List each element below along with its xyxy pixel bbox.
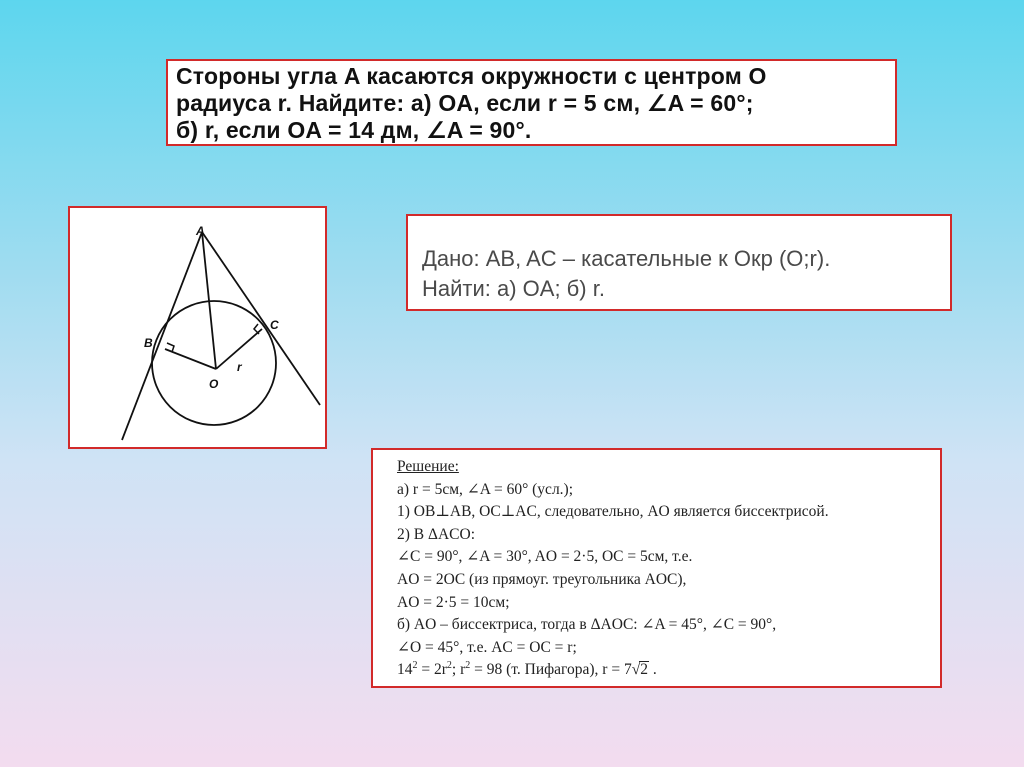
solution-heading: Решение:: [397, 458, 459, 475]
formula-exponent: 2: [465, 660, 471, 672]
formula-exponent: 2: [412, 660, 418, 672]
solution-line-9: [397, 659, 916, 682]
solution-line-4: ∠C = 90°, ∠A = 30°, AO = 2·5, OC = 5см, т.е.: [397, 548, 693, 566]
solution-line-8: ∠O = 45°, т.е. AC = OC = r;: [397, 638, 577, 656]
problem-statement-box: [166, 59, 897, 146]
given-box: [406, 214, 952, 311]
label-b: B: [144, 336, 153, 350]
solution-line-3: 2) В ΔACO:: [397, 525, 475, 543]
sqrt-sign: √: [631, 661, 641, 679]
formula-part: ; r: [451, 661, 466, 679]
given-line: Дано: AB, AC – касательные к Окр (O;r).: [422, 246, 831, 271]
geometry-figure-box: [68, 206, 327, 449]
right-angle-mark-c: [254, 324, 259, 334]
formula-exponent: 2: [446, 660, 452, 672]
find-line: Найти: а) OA; б) r.: [422, 276, 605, 301]
label-r: r: [237, 360, 242, 374]
problem-line-3: б) r, если OA = 14 дм, ∠A = 90°.: [176, 117, 532, 143]
formula-part: 14: [397, 661, 413, 679]
solution-line-6: AO = 2·5 = 10см;: [397, 593, 510, 611]
tangent-line-ac: [202, 232, 320, 405]
formula-part: = 2r: [417, 661, 447, 679]
solution-line-5: AO = 2OC (из прямоуг. треугольника AOC),: [397, 570, 687, 588]
circle-shape: [152, 301, 276, 425]
label-a: A: [196, 224, 205, 238]
problem-line-1: Стороны угла A касаются окружности с центром O: [176, 63, 767, 89]
geometry-figure: [70, 208, 325, 447]
formula-part: = 98 (т. Пифагора), r = 7: [470, 661, 632, 679]
label-o: O: [209, 377, 219, 391]
solution-line-1: а) r = 5см, ∠A = 60° (усл.);: [397, 480, 574, 498]
label-c: C: [270, 318, 279, 332]
solution-box: [371, 448, 942, 688]
formula-part: .: [648, 661, 657, 679]
sqrt-radicand: 2: [640, 661, 648, 679]
problem-line-2: радиуса r. Найдите: а) OA, если r = 5 см, ∠A = 60°;: [176, 90, 754, 116]
solution-line-2: 1) OB⊥AB, OC⊥AC, следовательно, AO является биссектрисой.: [397, 503, 829, 521]
tangent-line-ab: [122, 232, 202, 440]
solution-line-7: б) AO – биссектриса, тогда в ΔAOC: ∠A = 45°, ∠C = 90°,: [397, 616, 777, 634]
